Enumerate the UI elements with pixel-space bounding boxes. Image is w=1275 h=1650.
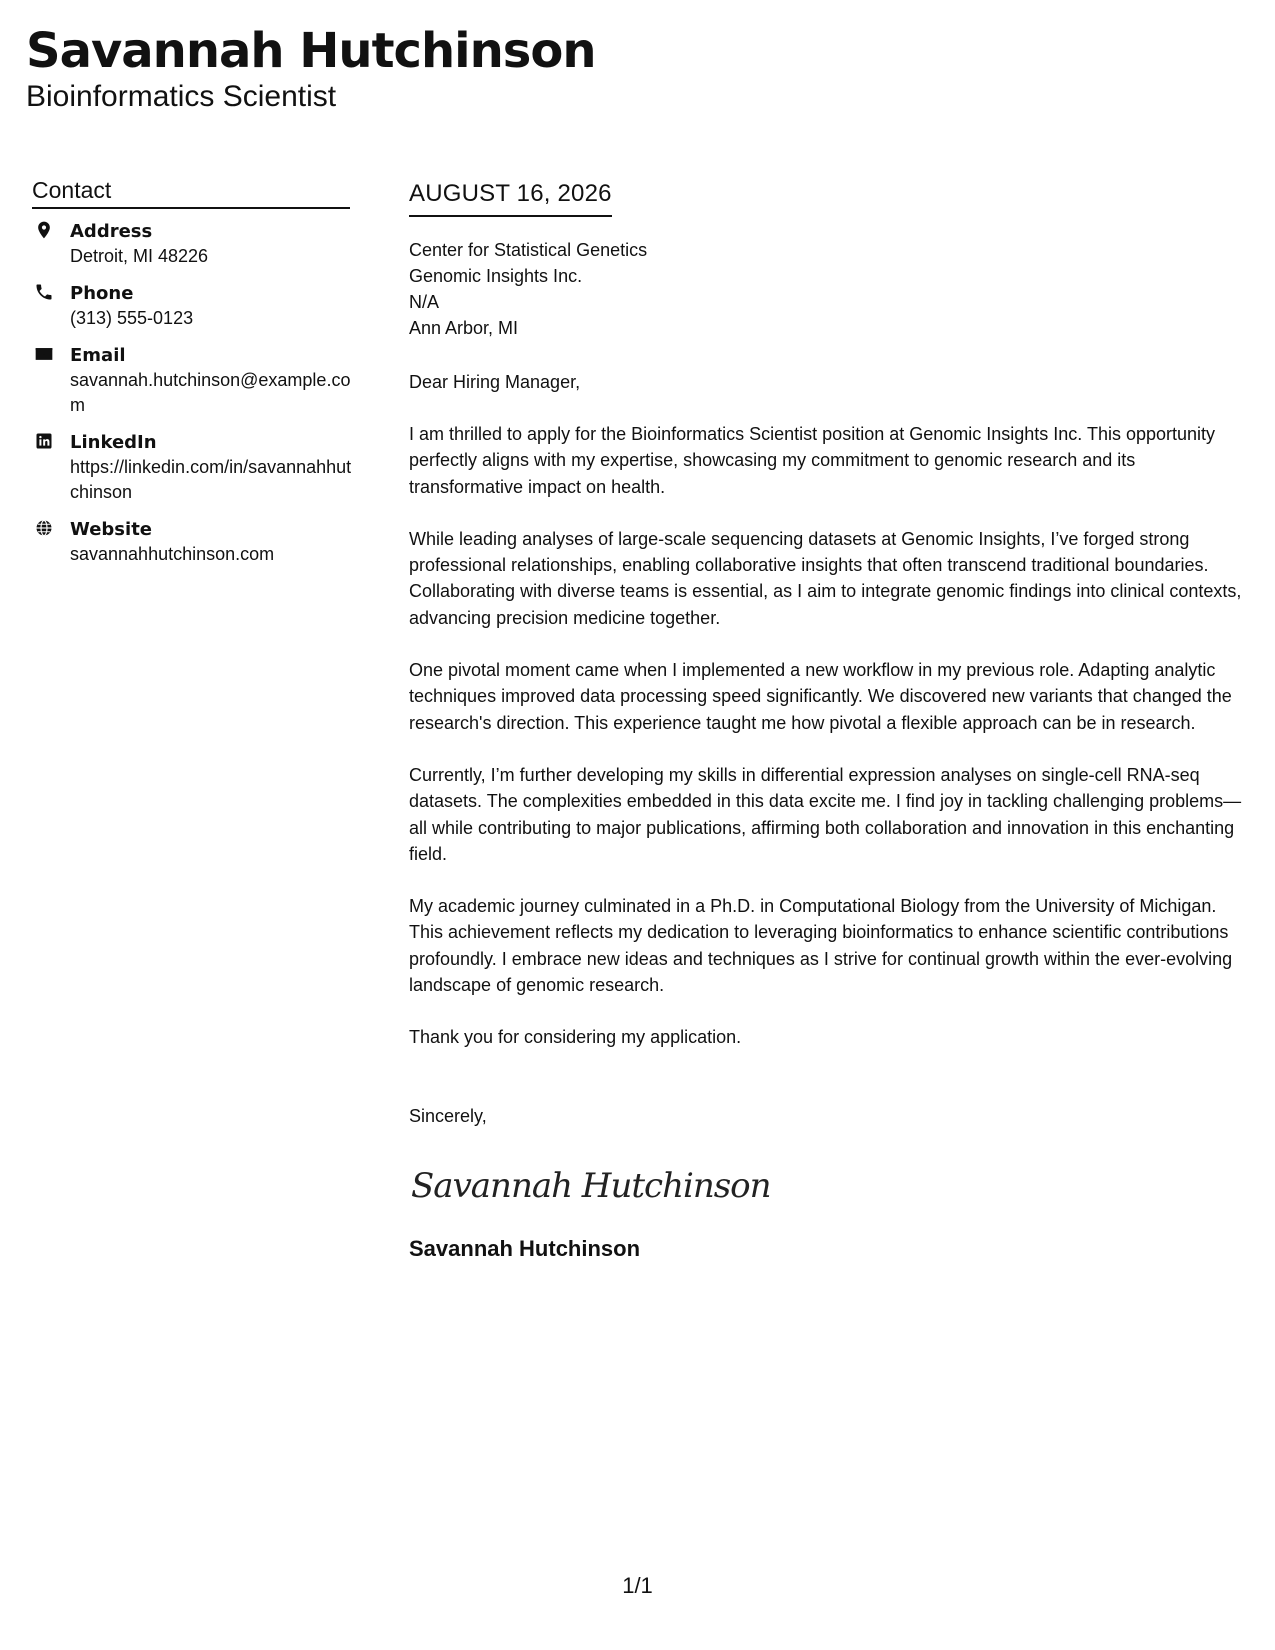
website-link[interactable]: savannahhutchinson.com: [70, 544, 275, 564]
paragraph: While leading analyses of large-scale sequencing datasets at Genomic Insights, I’ve forged strong professional relationships, enabling collaborative insights that often transcend traditional boundaries. Collaborating with diverse teams is essential, as I aim to integrate genomic findings into clinical contexts, advancing precision medicine together.: [409, 528, 1242, 628]
contact-item-email: [32, 343, 352, 418]
signature-text: Savannah Hutchinson: [411, 1165, 771, 1206]
address-value: Detroit, MI 48226: [70, 246, 209, 266]
contact-sidebar: [32, 175, 352, 579]
contact-item-linkedin: [32, 430, 352, 505]
linkedin-icon: [32, 430, 70, 451]
recipient-line: Center for Statistical Genetics: [409, 240, 648, 260]
recipient-line: Genomic Insights Inc.: [409, 266, 583, 286]
linkedin-link[interactable]: https://linkedin.com/in/savannahhutchinson: [70, 457, 352, 502]
email-link[interactable]: savannah.hutchinson@example.com: [70, 370, 351, 415]
phone-icon: [32, 281, 70, 302]
map-pin-icon: [32, 219, 70, 240]
paragraph: Currently, I’m further developing my skills in differential expression analyses on single-cell RNA-seq datasets. The complexities embedded in this data excite me. I find joy in tackling challenging problems—all while contributing to major publications, affirming both collaboration and innovation in this enchanting field.: [409, 764, 1242, 864]
applicant-title: Bioinformatics Scientist: [26, 80, 337, 113]
contact-list: [32, 219, 352, 567]
applicant-name: Savannah Hutchinson: [26, 23, 596, 79]
contact-label: Phone: [70, 283, 134, 304]
envelope-icon: [32, 343, 70, 364]
greeting: Dear Hiring Manager,: [409, 372, 581, 392]
paragraph: One pivotal moment came when I implemented a new workflow in my previous role. Adapting analytic techniques improved data processing speed significantly. We discovered new variants that changed the research's direction. This experience taught me how pivotal a flexible approach can be in research.: [409, 660, 1232, 733]
page-number: 1/1: [622, 1573, 653, 1598]
phone-value[interactable]: (313) 555-0123: [70, 308, 194, 328]
letter-date: AUGUST 16, 2026: [409, 178, 612, 217]
handwritten-signature: [409, 1157, 771, 1213]
contact-label: Email: [70, 345, 126, 366]
letter-body: [409, 178, 1249, 1263]
closing: Sincerely,: [409, 1105, 487, 1126]
recipient-address: [409, 237, 1249, 341]
contact-item-phone: [32, 281, 352, 331]
recipient-line: Ann Arbor, MI: [409, 318, 519, 338]
contact-heading: Contact: [32, 175, 350, 209]
contact-label: LinkedIn: [70, 432, 157, 453]
paragraph: My academic journey culminated in a Ph.D. in Computational Biology from the University of Michigan. This achievement reflects my dedication to leveraging bioinformatics to enhance scientific contributions profoundly. I embrace new ideas and techniques as I strive for continual growth within the ever-evolving landscape of genomic research.: [409, 896, 1233, 996]
contact-item-website: [32, 517, 352, 567]
globe-icon: [32, 517, 70, 538]
contact-item-address: [32, 219, 352, 269]
contact-label: Address: [70, 221, 153, 242]
paragraph: I am thrilled to apply for the Bioinformatics Scientist position at Genomic Insights Inc. This opportunity perfectly aligns with my expertise, showcasing my commitment to genomic research and its transformative impact on health.: [409, 424, 1216, 497]
resume-header: [26, 22, 596, 114]
paragraph: Thank you for considering my application.: [409, 1027, 742, 1048]
signed-name: Savannah Hutchinson: [409, 1235, 641, 1261]
contact-label: Website: [70, 519, 153, 540]
recipient-line: N/A: [409, 292, 440, 312]
